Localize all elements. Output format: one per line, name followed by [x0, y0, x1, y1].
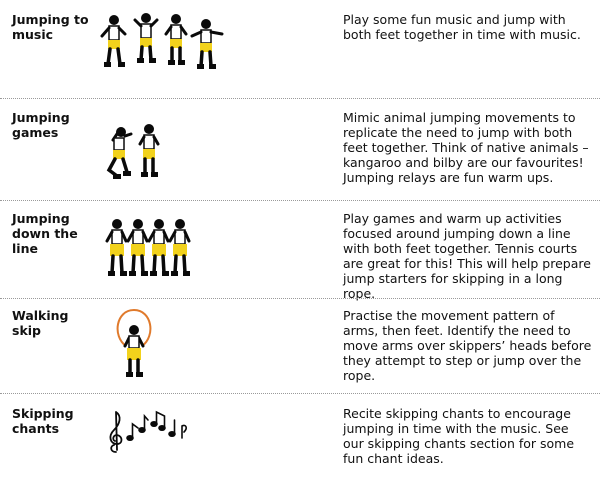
line-kid-figure [128, 219, 148, 276]
kids-in-a-line-icon [104, 219, 194, 287]
activity-name: Walking skip [12, 308, 69, 338]
line-kid-figure [170, 219, 190, 276]
jumping-kid-figure [192, 19, 222, 69]
row-divider [0, 98, 600, 99]
jumping-kid-figure [135, 13, 157, 63]
activity-name: Jumping down the line [12, 211, 78, 256]
row-divider [0, 200, 600, 201]
line-kid-figure [107, 219, 127, 276]
activity-description: Play some fun music and jump with both feet together in time with music. [343, 12, 581, 42]
two-kids-jumping-icon [105, 124, 165, 190]
activity-name: Skipping chants [12, 406, 74, 436]
activity-name: Jumping games [12, 110, 70, 140]
four-kids-jumping-icon [100, 14, 230, 76]
jumping-kid-figure [166, 14, 186, 65]
standing-kid-figure [140, 124, 158, 177]
row-divider [0, 298, 600, 299]
activity-description: Play games and warm up activities focused around jumping down a line with both feet together. Tennis courts are great for this! This will help prepare jump starters for skipping in a long rope. [343, 211, 591, 301]
line-kid-figure [149, 219, 169, 276]
activity-description: Recite skipping chants to encourage jumping in time with the music. See our skipping chants section for some fun chant ideas. [343, 406, 575, 466]
activity-description: Practise the movement pattern of arms, then feet. Identify the need to move arms over skippers’ heads before they attempt to step or jump over the rope. [343, 308, 592, 383]
activity-description: Mimic animal jumping movements to replicate the need to jump with both feet together. Think of native animals – kangaroo and bilby are our favourites! Jumping relays are fun warm ups. [343, 110, 589, 185]
crouching-kid-figure [109, 127, 131, 179]
treble-clef-icon [110, 412, 121, 452]
activity-name: Jumping to music [12, 12, 89, 42]
kid-with-rope-icon [110, 306, 160, 386]
skipping-kid-figure [125, 325, 143, 377]
row-divider [0, 393, 600, 394]
music-notes-icon [104, 408, 194, 456]
jumping-kid-figure [102, 15, 125, 67]
